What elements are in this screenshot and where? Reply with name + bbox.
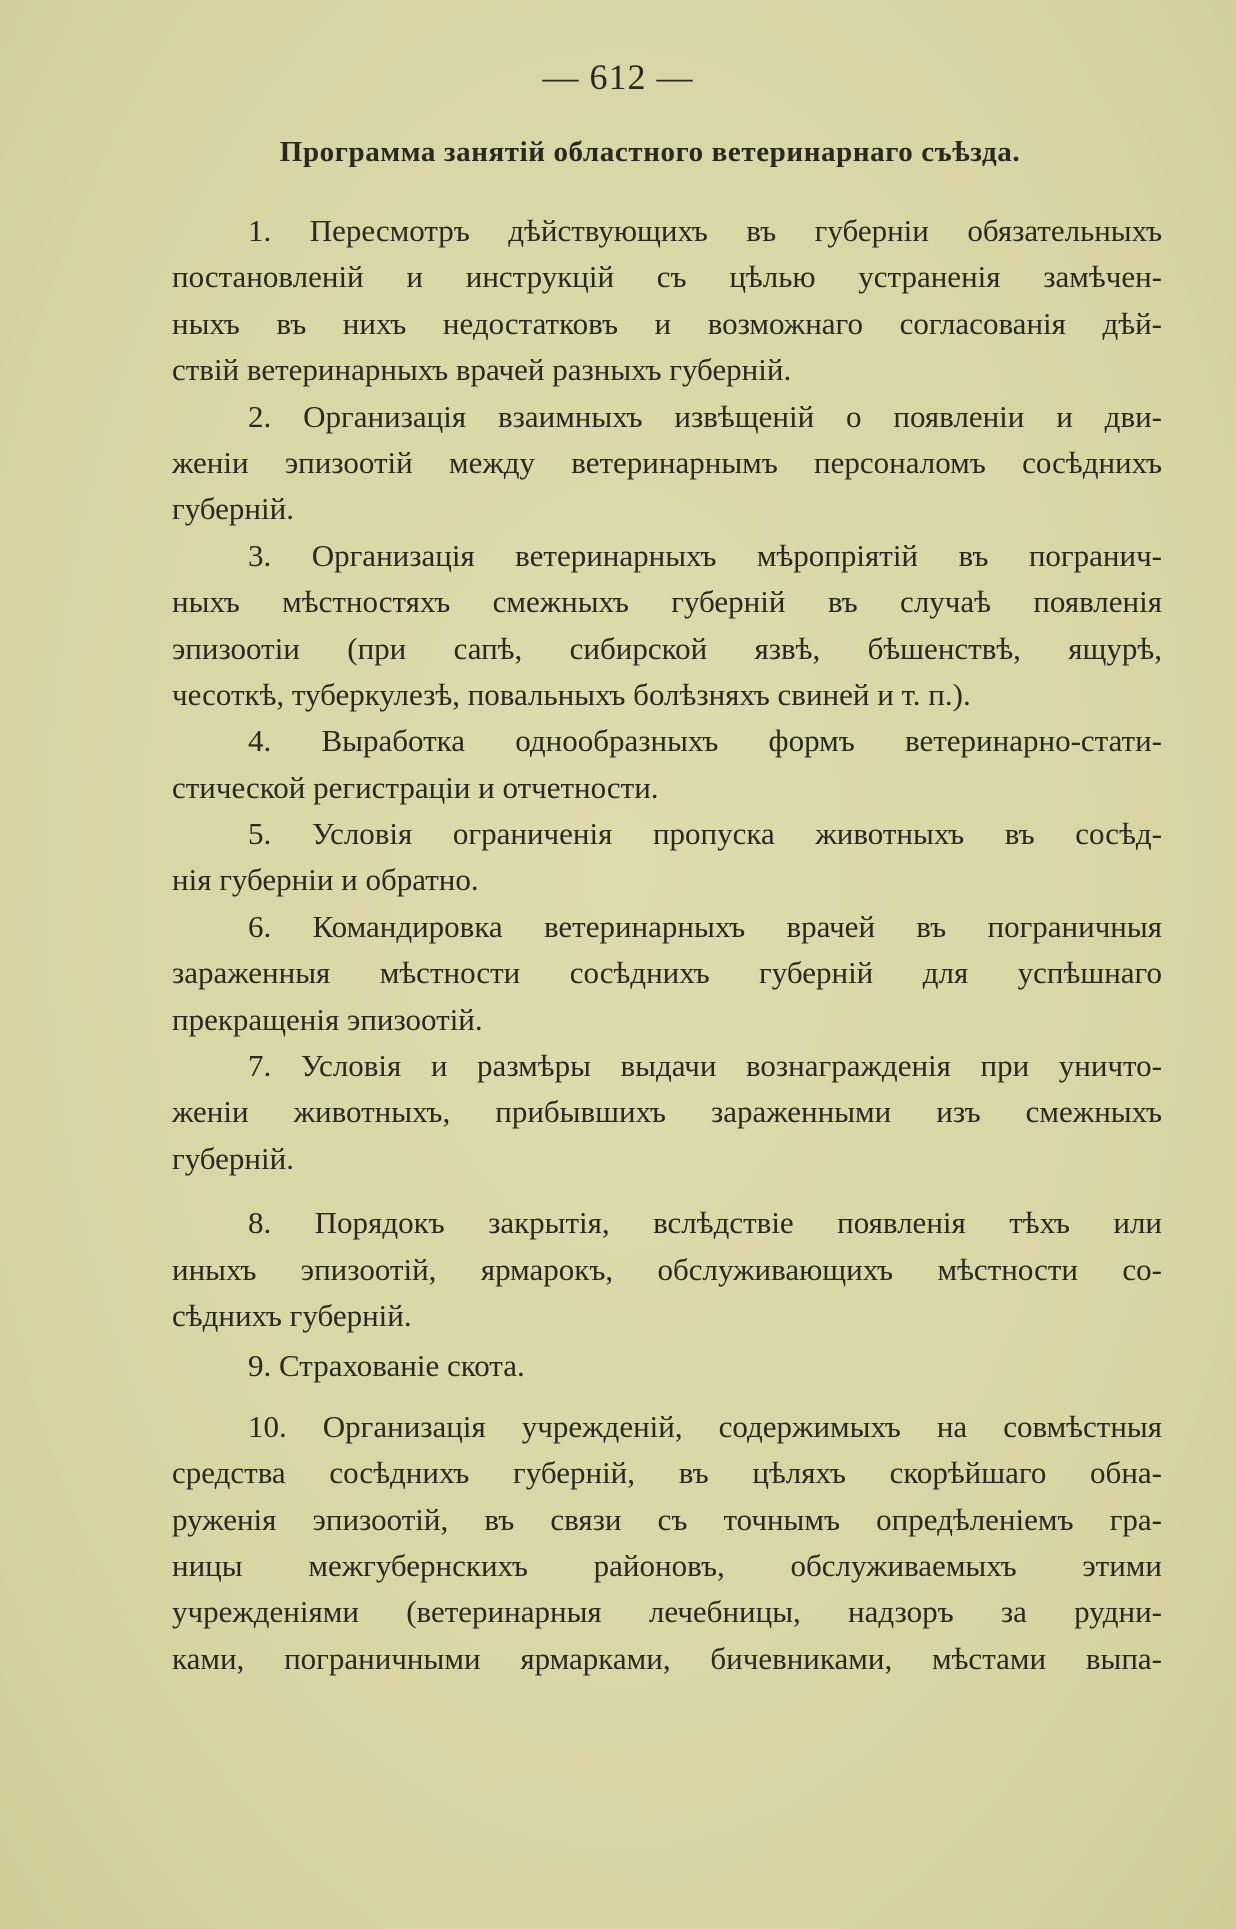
program-item-9 bbox=[172, 1343, 1162, 1389]
program-item-5 bbox=[172, 811, 1162, 904]
text-line: 9. Страхованіе скота. bbox=[248, 1348, 525, 1384]
program-item-1 bbox=[172, 208, 1162, 394]
text-line: руженія эпизоотій, въ связи съ точнымъ опредѣленіемъ гра- bbox=[172, 1501, 1162, 1537]
text-line: ствій ветеринарныхъ врачей разныхъ губерній. bbox=[172, 352, 792, 388]
text-line: женіи эпизоотій между ветеринарнымъ персоналомъ сосѣднихъ bbox=[172, 444, 1162, 480]
text-line: 6. Командировка ветеринарныхъ врачей въ пограничныя bbox=[248, 908, 1162, 944]
text-line: иныхъ эпизоотій, ярмарокъ, обслуживающихъ мѣстности со- bbox=[172, 1251, 1162, 1287]
text-line: нія губерніи и обратно. bbox=[172, 862, 479, 898]
text-line: зараженныя мѣстности сосѣднихъ губерній для успѣшнаго bbox=[172, 955, 1162, 991]
text-line: учрежденіями (ветеринарныя лечебницы, надзоръ за рудни- bbox=[172, 1594, 1162, 1630]
program-item-10 bbox=[172, 1404, 1162, 1682]
text-line: губерній. bbox=[172, 1140, 294, 1176]
text-line: ницы межгубернскихъ районовъ, обслуживаемыхъ этими bbox=[172, 1547, 1162, 1583]
text-line: чесоткѣ, туберкулезѣ, повальныхъ болѣзняхъ свиней и т. п.). bbox=[172, 676, 971, 712]
program-item-3 bbox=[172, 533, 1162, 719]
page-number: — 612 — bbox=[542, 57, 694, 97]
text-line: 8. Порядокъ закрытія, вслѣдствіе появленія тѣхъ или bbox=[248, 1205, 1162, 1241]
text-line: постановленій и инструкцій съ цѣлью устраненія замѣчен- bbox=[172, 259, 1162, 295]
text-line: сѣднихъ губерній. bbox=[172, 1297, 412, 1333]
text-line: ныхъ мѣстностяхъ смежныхъ губерній въ случаѣ появленія bbox=[172, 584, 1162, 620]
program-item-6 bbox=[172, 904, 1162, 1043]
text-line: женіи животныхъ, прибывшихъ зараженными изъ смежныхъ bbox=[172, 1094, 1162, 1130]
text-line: 10. Организація учрежденій, содержимыхъ на совмѣстныя bbox=[248, 1408, 1162, 1444]
section-title: Программа занятій областного ветеринарнаго съѣзда. bbox=[279, 136, 1021, 168]
text-line: ныхъ въ нихъ недостатковъ и возможнаго согласованія дѣй- bbox=[172, 305, 1162, 341]
text-line: 7. Условія и размѣры выдачи вознагражденія при уничто- bbox=[248, 1048, 1162, 1084]
text-line: губерній. bbox=[172, 491, 294, 527]
program-item-7 bbox=[172, 1043, 1162, 1182]
text-line: 3. Организація ветеринарныхъ мѣропріятій въ погранич- bbox=[248, 537, 1162, 573]
text-line: 2. Организація взаимныхъ извѣщеній о появленіи и дви- bbox=[248, 398, 1162, 434]
text-line: ками, пограничными ярмарками, бичевниками, мѣстами выпа- bbox=[172, 1640, 1162, 1676]
text-line: средства сосѣднихъ губерній, въ цѣляхъ скорѣйшаго обна- bbox=[172, 1455, 1162, 1491]
text-line: 1. Пересмотръ дѣйствующихъ въ губерніи обязательныхъ bbox=[248, 213, 1162, 248]
text-line: эпизоотіи (при сапѣ, сибирской язвѣ, бѣшенствѣ, ящурѣ, bbox=[172, 630, 1162, 666]
program-item-8 bbox=[172, 1200, 1162, 1339]
text-line: 4. Выработка однообразныхъ формъ ветеринарно-стати- bbox=[248, 723, 1162, 759]
program-list bbox=[172, 208, 1162, 1682]
text-line: 5. Условія ограниченія пропуска животныхъ въ сосѣд- bbox=[248, 816, 1162, 852]
text-line: стической регистраціи и отчетности. bbox=[172, 769, 659, 805]
text-line: прекращенія эпизоотій. bbox=[172, 1001, 483, 1037]
program-item-2 bbox=[172, 394, 1162, 533]
program-item-4 bbox=[172, 718, 1162, 811]
